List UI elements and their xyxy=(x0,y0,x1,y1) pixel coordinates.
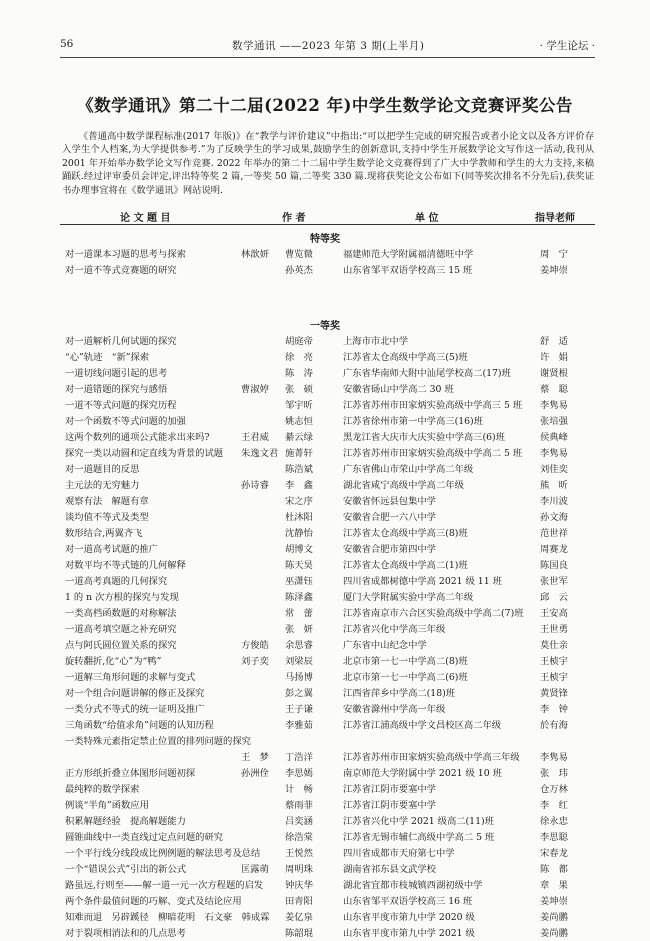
page-title: 《数学通讯》第二十二届(2022 年)中学生数学论文竞赛评奖公告 xyxy=(77,96,573,115)
author-2: 钟庆华 xyxy=(285,880,313,891)
award-row xyxy=(0,589,650,605)
school-unit: 安徽省合肥市第四中学 xyxy=(343,544,436,555)
running-header xyxy=(0,38,650,54)
paper-title: 旋转翻折,化“心”为“鸭” xyxy=(65,656,162,667)
advisor-name: 王桢宇 xyxy=(540,656,568,667)
paper-title: 对一个函数不等式问题的加强 xyxy=(65,416,186,427)
paper-title: 对一道高考试题的推广 xyxy=(65,544,158,555)
author-2: 巫潇钰 xyxy=(285,576,313,587)
school-unit: 广东省华南师大附中汕尾学校高二(17)班 xyxy=(343,368,511,379)
author-2: 李 鑫 xyxy=(285,480,313,491)
paper-title: 对一道不等式竞赛题的研究 xyxy=(65,265,177,276)
school-unit: 上海市市北中学 xyxy=(343,336,409,347)
school-unit: 湖北省宜都市枝城镇西湖初级中学 xyxy=(343,880,483,891)
paper-title: “心”轨迹 “新”探索 xyxy=(65,352,150,363)
award-row xyxy=(0,477,650,493)
advisor-name: 章 果 xyxy=(540,880,568,891)
award-row xyxy=(0,333,650,349)
advisor-name: 刘佳奕 xyxy=(540,464,568,475)
paper-title: 对一道错题的探究与感悟 xyxy=(65,384,168,395)
school-unit: 江苏省兴化中学 2021 级高二(11)班 xyxy=(343,816,494,827)
table-header xyxy=(60,209,600,223)
paper-title: 点与阿氏圆位置关系的探究 xyxy=(65,640,177,651)
paper-title: 对一道课本习题的思考与探索 xyxy=(65,249,186,260)
advisor-name: 李隽易 xyxy=(540,752,568,763)
award-row xyxy=(0,637,650,653)
advisor-name: 谢贤根 xyxy=(540,368,568,379)
award-row xyxy=(0,509,650,525)
school-unit: 广东省中山纪念中学 xyxy=(343,640,427,651)
school-unit: 安徽省滁州中学高一年级 xyxy=(343,704,446,715)
award-row xyxy=(0,493,650,509)
school-unit: 安徽省合肥一六八中学 xyxy=(343,512,436,523)
advisor-name: 王桢宇 xyxy=(540,672,568,683)
paper-title: 积累解题经验 提高解题能力 xyxy=(65,816,186,827)
column-advisor: 指导老师 xyxy=(535,213,575,224)
author-2: 常 蕾 xyxy=(285,608,313,619)
paper-title: 对于裂项相消法和的几点思考 xyxy=(65,928,186,939)
award-row xyxy=(0,381,650,397)
advisor-name: 莫仕亲 xyxy=(540,640,568,651)
advisor-name: 舒 适 xyxy=(540,336,568,347)
paper-title: 圆锥曲线中一类直线过定点问题的研究 xyxy=(65,832,224,843)
author-2: 李思嫣 xyxy=(285,768,313,779)
award-row xyxy=(0,445,650,461)
paper-title: 一道不等式问题的探究历程 xyxy=(65,400,177,411)
advisor-name: 李 钟 xyxy=(540,704,568,715)
school-unit: 江苏省太仓高级中学高三(8)班 xyxy=(343,528,468,539)
advisor-name: 邱 云 xyxy=(540,592,568,603)
school-unit: 江苏省江浦高级中学文昌校区高二年级 xyxy=(343,720,502,731)
column-unit: 单 位 xyxy=(415,213,439,224)
award-row xyxy=(0,621,650,637)
author-2: 张 妍 xyxy=(285,624,313,635)
advisor-name: 姜坤崇 xyxy=(540,265,568,276)
paper-title: 正方形纸折叠立体图形问题初探 xyxy=(65,768,196,779)
advisor-name: 李隽易 xyxy=(540,400,568,411)
award-row xyxy=(0,262,650,278)
paper-title: 对数平均不等式链的几何解释 xyxy=(65,560,186,571)
award-row xyxy=(0,349,650,365)
school-unit: 湖北省咸宁高级中学高二年级 xyxy=(343,480,464,491)
award-row xyxy=(0,461,650,477)
advisor-name: 姜尚鹏 xyxy=(540,928,568,939)
award-row xyxy=(0,877,650,893)
school-unit: 江苏省江阴市要塞中学 xyxy=(343,800,436,811)
author-2: 余思睿 xyxy=(285,640,313,651)
school-unit: 湖南省祁东县文武学校 xyxy=(343,864,436,875)
paper-title: 探究一类以动圆和定直线为背景的试题 xyxy=(65,448,224,459)
paper-title: 一个“错误公式”引出的新公式 xyxy=(65,864,187,875)
author-1: 林歆妍 xyxy=(241,249,269,260)
paper-title: 观察有法 解题有章 xyxy=(65,496,149,507)
advisor-name: 徐永忠 xyxy=(540,816,568,827)
award-row xyxy=(0,685,650,701)
paper-title: 三角函数“给值求角”问题的认知历程 xyxy=(65,720,214,731)
author-2: 徐浩棠 xyxy=(285,832,313,843)
paper-title: 知难而退 另辟蹊径 柳暗花明 石文豪 韩成霖 xyxy=(65,912,270,923)
school-unit: 北京市第一七一中学高二(8)班 xyxy=(343,656,468,667)
author-1: 朱逸文君 xyxy=(241,448,279,459)
author-2: 姚志恒 xyxy=(285,416,313,427)
award-row xyxy=(0,413,650,429)
table-header-rule xyxy=(60,224,595,225)
author-2: 蔡雨菲 xyxy=(285,800,313,811)
school-unit: 江苏省江阴市要塞中学 xyxy=(343,784,436,795)
award-row xyxy=(0,909,650,925)
school-unit: 江苏省苏州市田家炳实验高级中学高二 5 班 xyxy=(343,448,523,459)
award-row xyxy=(0,397,650,413)
author-2: 胡庭帝 xyxy=(285,336,313,347)
author-2: 姜亿泉 xyxy=(285,912,313,923)
header-rule xyxy=(60,57,595,58)
paper-title: 一类特殊元素指定禁止位置的排列问题的探究 xyxy=(65,736,251,747)
author-2: 陈韶琨 xyxy=(285,928,313,939)
school-unit: 江西省萍乡中学高二(18)班 xyxy=(343,688,456,699)
school-unit: 山东省平度市第九中学 2020 级 xyxy=(343,912,475,923)
award-row xyxy=(0,717,650,733)
advisor-name: 李 红 xyxy=(540,800,568,811)
author-2: 孙英杰 xyxy=(285,265,313,276)
advisor-name: 许 娟 xyxy=(540,352,568,363)
school-unit: 江苏省苏州市田家炳实验高级中学高三年级 xyxy=(343,752,520,763)
school-unit: 安徽省怀远县包集中学 xyxy=(343,496,436,507)
paper-title: 两个条件最值问题的巧解、变式及结论应用 xyxy=(65,896,242,907)
author-1: 孙诗睿 xyxy=(241,480,269,491)
author-1: 方俊皓 xyxy=(241,640,269,651)
author-2: 吕奕涵 xyxy=(285,816,313,827)
advisor-name: 陈国良 xyxy=(540,560,568,571)
advisor-name: 张世军 xyxy=(540,576,568,587)
author-2: 施菁轩 xyxy=(285,448,313,459)
award-section-label: 一等奖 xyxy=(310,321,340,332)
paper-title: 主元法的无穷魅力 xyxy=(65,480,140,491)
paper-title: 对一道解析几何试题的探究 xyxy=(65,336,177,347)
advisor-name: 李川波 xyxy=(540,496,568,507)
school-unit: 四川省成都市天府第七中学 xyxy=(343,848,455,859)
paper-title: 一类高档函数题的对称解法 xyxy=(65,608,177,619)
award-row xyxy=(0,669,650,685)
author-2: 陈 涛 xyxy=(285,368,313,379)
paper-title: 谈均值不等式及类型 xyxy=(65,512,149,523)
paper-title: 例谈“半角”函数应用 xyxy=(65,800,149,811)
author-2: 周明珠 xyxy=(285,864,313,875)
author-2: 彭之翼 xyxy=(285,688,313,699)
award-row xyxy=(0,893,650,909)
award-row xyxy=(0,429,650,445)
advisor-name: 张 玮 xyxy=(540,768,568,779)
author-2: 陈浩斌 xyxy=(285,464,313,475)
award-row xyxy=(0,365,650,381)
advisor-name: 侯典峰 xyxy=(540,432,568,443)
paper-title: 一道切线问题引起的思考 xyxy=(65,368,168,379)
school-unit: 安徽省砀山中学高二 30 班 xyxy=(343,384,454,395)
author-1: 曹淑婷 xyxy=(241,384,269,395)
section-label: · 学生论坛 · xyxy=(539,40,595,52)
author-2: 刘梁辰 xyxy=(285,656,313,667)
school-unit: 山东省平度市第九中学 2021 级 xyxy=(343,928,475,939)
school-unit: 北京市第一七一中学高二(6)班 xyxy=(343,672,468,683)
author-2: 计 畅 xyxy=(285,784,313,795)
award-row xyxy=(0,557,650,573)
advisor-name: 王安高 xyxy=(540,608,568,619)
paper-title: 数形结合,两翼齐飞 xyxy=(65,528,143,539)
author-2: 马扬博 xyxy=(285,672,313,683)
advisor-name: 陈 都 xyxy=(540,864,568,875)
paper-title: 一道高考真题的几何探究 xyxy=(65,576,168,587)
school-unit: 广东省佛山市荣山中学高二年级 xyxy=(343,464,474,475)
award-section-label: 特等奖 xyxy=(310,234,340,245)
award-row xyxy=(0,701,650,717)
paper-title: 一道高考填空题之补充研究 xyxy=(65,624,177,635)
author-1: 王 梦 xyxy=(241,752,269,763)
school-unit: 江苏省太仓高级中学高三(5)班 xyxy=(343,352,468,363)
advisor-name: 姜尚鹏 xyxy=(540,912,568,923)
award-row xyxy=(0,781,650,797)
advisor-name: 姜坤崇 xyxy=(540,896,568,907)
award-row xyxy=(0,605,650,621)
advisor-name: 周 宁 xyxy=(540,249,568,260)
paper-title: 这两个数列的通项公式能求出来吗? xyxy=(65,432,210,443)
author-1: 王君威 xyxy=(241,432,269,443)
paper-title: 最纯粹的数学探索 xyxy=(65,784,140,795)
advisor-name: 黄贤锋 xyxy=(540,688,568,699)
intro-paragraph: 《普通高中数学课程标准(2017 年版)》在“教学与评价建议”中指出:“可以把学生完成的研究报告或者小论文以及各方评价存入学生个人档案,为大学提供参考.”为了反映学生的学习成果,鼓励学生的创新意识,支持中学生开展数学论文写作这一活动,我刊从 2001 年开始举办数学论文写作竞赛. 2022 年举办的第二十二届中学生数学论文竞赛得到了广大中学教师和学生的大力支持,来稿踊跃.经过评审委员会评定,评出特等奖 2 篇,一等奖 50 篇,二等奖 330 篇.现将获奖论文公布如下(同等奖次排名不分先后),获奖证书办理事宜将在《数学通讯》网站说明. xyxy=(62,131,594,196)
paper-title: 对一个组合问题讲解的修正及探究 xyxy=(65,688,205,699)
advisor-name: 宋春龙 xyxy=(540,848,568,859)
award-row xyxy=(0,813,650,829)
advisor-name: 周赛龙 xyxy=(540,544,568,555)
author-2: 胡博文 xyxy=(285,544,313,555)
author-2: 陈天昊 xyxy=(285,560,313,571)
author-2: 田青阳 xyxy=(285,896,313,907)
advisor-name: 仓万林 xyxy=(540,784,568,795)
school-unit: 江苏省苏州市田家炳实验高级中学高三 5 班 xyxy=(343,400,523,411)
author-1: 孙洲佺 xyxy=(241,768,269,779)
award-row xyxy=(0,829,650,845)
award-row xyxy=(0,733,650,749)
author-1: 刘子奕 xyxy=(241,656,269,667)
school-unit: 黑龙江省大庆市大庆实验中学高三(6)班 xyxy=(343,432,505,443)
author-2: 陈泽鑫 xyxy=(285,592,313,603)
award-row xyxy=(0,541,650,557)
award-row xyxy=(0,525,650,541)
school-unit: 江苏省太仓高级中学高二(1)班 xyxy=(343,560,468,571)
award-row xyxy=(0,845,650,861)
journal-issue: 数学通讯 ——2023 年第 3 期(上半月) xyxy=(232,40,425,52)
award-row xyxy=(0,797,650,813)
advisor-name: 王世勇 xyxy=(540,624,568,635)
author-2: 沈静怡 xyxy=(285,528,313,539)
column-author: 作 者 xyxy=(282,213,306,224)
advisor-name: 熊 昕 xyxy=(540,480,568,491)
author-1: 匡露萌 xyxy=(241,864,269,875)
advisor-name: 范世祥 xyxy=(540,528,568,539)
school-unit: 南京师范大学附属中学 2021 级 10 班 xyxy=(343,768,502,779)
school-unit: 江苏省徐州市第一中学高三(16)班 xyxy=(343,416,483,427)
paper-title: 一道解三角形问题的求解与变式 xyxy=(65,672,196,683)
paper-title: 一类分式不等式的统一证明及推广 xyxy=(65,704,205,715)
author-2: 杜沐阳 xyxy=(285,512,313,523)
award-row xyxy=(0,653,650,669)
paper-title: 1 的 n 次方根的探究与发现 xyxy=(65,592,179,603)
author-2: 宋之序 xyxy=(285,496,313,507)
advisor-name: 李隽易 xyxy=(540,448,568,459)
page-number: 56 xyxy=(60,38,74,50)
school-unit: 江苏省无锡市辅仁高级中学高二 5 班 xyxy=(343,832,495,843)
author-2: 李雅茹 xyxy=(285,720,313,731)
school-unit: 福建师范大学附属福清德旺中学 xyxy=(343,249,474,260)
award-row xyxy=(0,246,650,262)
author-2: 王悦然 xyxy=(285,848,313,859)
paper-title: 路虽远,行则至——解一道一元一次方程题的启发 xyxy=(65,880,264,891)
advisor-name: 孙文海 xyxy=(540,512,568,523)
author-2: 张 硕 xyxy=(285,384,313,395)
advisor-name: 蔡 聪 xyxy=(540,384,568,395)
author-2: 邹宇昕 xyxy=(285,400,313,411)
author-2: 王子谦 xyxy=(285,704,313,715)
author-2: 丁浩洋 xyxy=(285,752,313,763)
school-unit: 江苏省兴化中学高三年级 xyxy=(343,624,446,635)
advisor-name: 於有海 xyxy=(540,720,568,731)
advisor-name: 张培强 xyxy=(540,416,568,427)
award-row xyxy=(0,925,650,941)
school-unit: 江苏省南京市六合区实验高级中学高二(7)班 xyxy=(343,608,524,619)
author-2: 徐 亮 xyxy=(285,352,313,363)
award-row xyxy=(0,573,650,589)
school-unit: 山东省邹平双语学校高三 16 班 xyxy=(343,896,473,907)
award-row xyxy=(0,861,650,877)
school-unit: 厦门大学附属实验中学高二年级 xyxy=(343,592,474,603)
column-title: 论 文 题 目 xyxy=(120,213,171,224)
award-row xyxy=(0,765,650,781)
paper-title: 一个平行线分线段成比例例题的解法思考及总结 xyxy=(65,848,261,859)
award-row xyxy=(0,749,650,765)
school-unit: 四川省成都树德中学高 2021 级 11 班 xyxy=(343,576,502,587)
advisor-name: 李思聪 xyxy=(540,832,568,843)
paper-title: 对一道题目的反思 xyxy=(65,464,140,475)
author-2: 綦云绿 xyxy=(285,432,313,443)
school-unit: 山东省邹平双语学校高三 15 班 xyxy=(343,265,473,276)
author-2: 曹览微 xyxy=(285,249,313,260)
